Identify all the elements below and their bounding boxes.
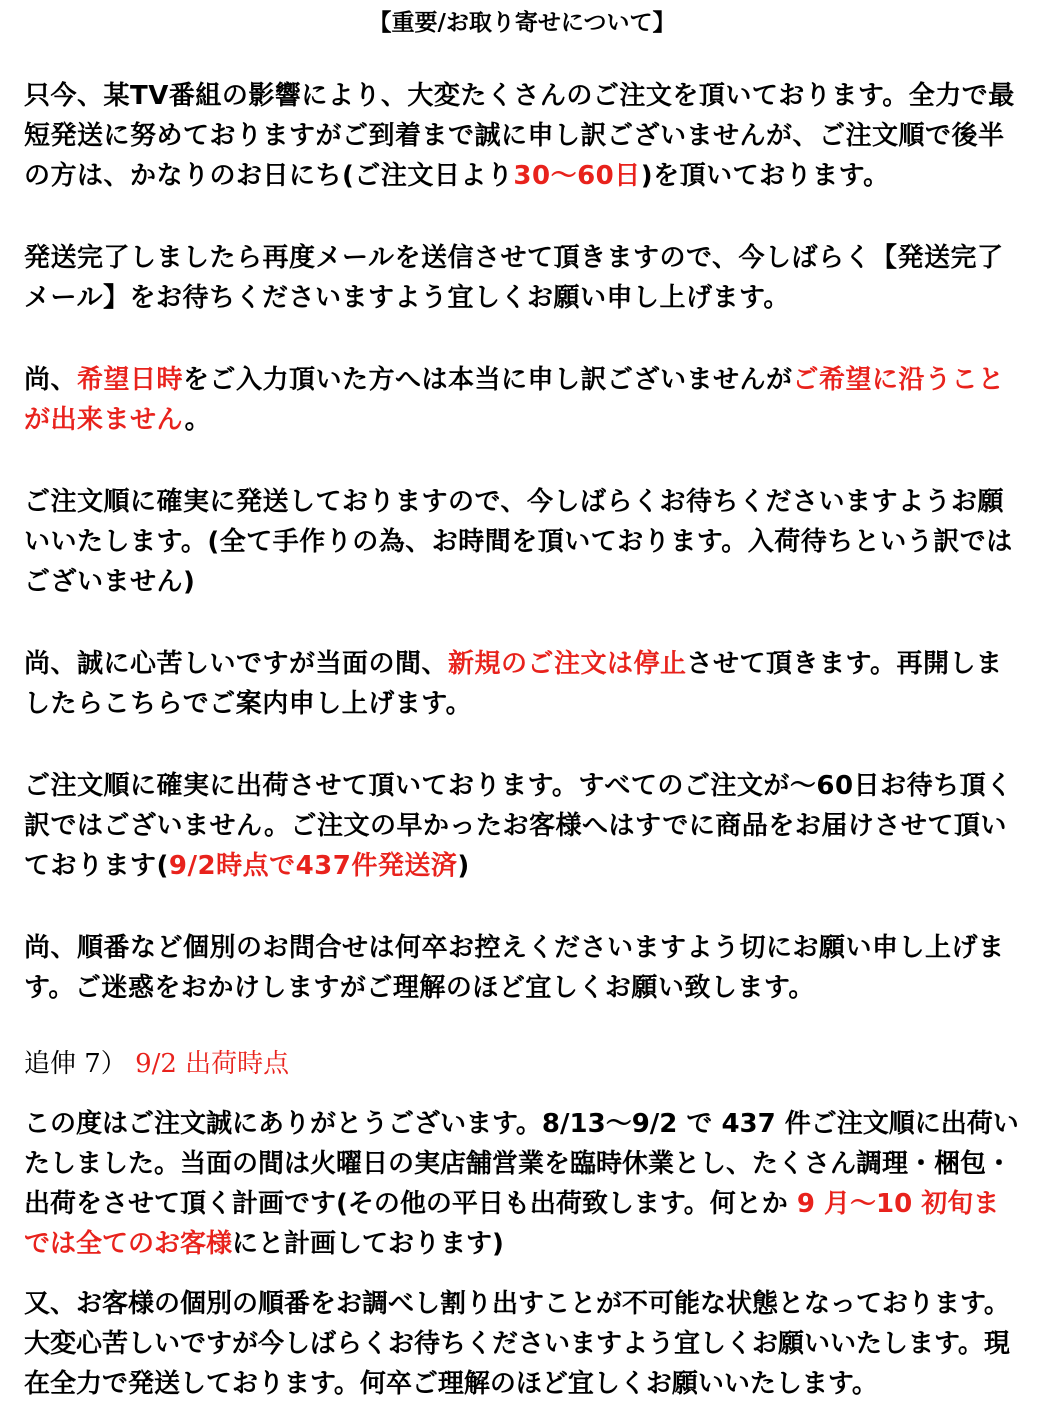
paragraph-desired-date: [24, 360, 1020, 440]
notice-document: [24, 0, 1020, 1404]
paragraph-order-sequence: ご注文順に確実に発送しておりますので、今しばらくお待ちくださいますようお願いいたします。(全て手作りの為、お時間を頂いております。入荷待ちという訳ではございません): [24, 487, 1013, 597]
text-segment: 。: [184, 405, 212, 435]
text-segment: )を頂いております。: [640, 161, 890, 191]
paragraph-no-inquiries: 尚、順番など個別のお問合せは何卒お控えくださいますよう切にお願い申し上げます。ご迷惑をおかけしますがご理解のほど宜しくお願い致します。: [24, 933, 1005, 1003]
postscript-heading: [24, 1044, 1020, 1084]
paragraph-shipped-count: [24, 766, 1020, 886]
text-segment: をご入力頂いた方へは本当に申し訳ございませんが: [183, 365, 793, 395]
text-segment: にと計画しております): [232, 1229, 504, 1259]
text-segment: 只今、某TV番組の影響により、大変たくさんのご注文を頂いております。全力で最短発送に努めておりますがご到着まで誠に申し訳ございませんが、ご注文順で後半の方は、かなりのお日にち(ご注文日より: [24, 81, 1015, 191]
paragraph-individual-order: 又、お客様の個別の順番をお調べし割り出すことが不可能な状態となっております。大変心苦しいですが今しばらくお待ちくださいますよう宜しくお願いいたします。現在全力で発送しております。何卒ご理解のほど宜しくお願いいたします。: [24, 1289, 1010, 1399]
highlight-orders-stopped: 新規のご注文は停止: [448, 649, 687, 679]
highlight-desired-date: 希望日時: [77, 365, 184, 395]
paragraph-shipping-mail: 発送完了しましたら再度メールを送信させて頂きますので、今しばらく【発送完了メール】をお待ちくださいますよう宜しくお願い申し上げます。: [24, 243, 1004, 313]
paragraph-new-orders-stopped: [24, 644, 1020, 724]
postscript-label: 追伸 7）: [24, 1049, 136, 1079]
postscript-date: 9/2 出荷時点: [135, 1049, 290, 1079]
text-segment: 尚、: [24, 365, 78, 395]
text-segment: 尚、誠に心苦しいですが当面の間、: [24, 649, 449, 679]
text-segment: ご注文順に確実に出荷させて頂いております。すべてのご注文が～60日お待ち頂く訳ではございません。ご注文の早かったお客様へはすでに商品をお届けさせて頂いております(: [24, 771, 1013, 881]
highlight-target-period: 9 月～10 初旬までは全てのお客様: [24, 1189, 1000, 1259]
text-segment: ): [457, 851, 470, 881]
notice-title: 【重要/お取り寄せについて】: [368, 10, 676, 36]
highlight-cannot-comply: ご希望に沿うことが出来ません: [24, 365, 1005, 435]
text-segment: この度はご注文誠にありがとうございます。8/13～9/2 で 437 件ご注文順に出荷いたしました。当面の間は火曜日の実店舗営業を臨時休業とし、たくさん調理・梱包・出荷をさせて頂く計画です(その他の平日も出荷致します。何とか: [24, 1109, 1019, 1219]
text-segment: させて頂きます。再開しましたらこちらでご案内申し上げます。: [24, 649, 1003, 719]
highlight-shipped-count: 9/2時点で437件発送済: [168, 851, 458, 881]
paragraph-busy-orders: [24, 76, 1020, 196]
highlight-wait-days: 30～60日: [513, 161, 641, 191]
paragraph-shipping-plan: [24, 1104, 1020, 1264]
